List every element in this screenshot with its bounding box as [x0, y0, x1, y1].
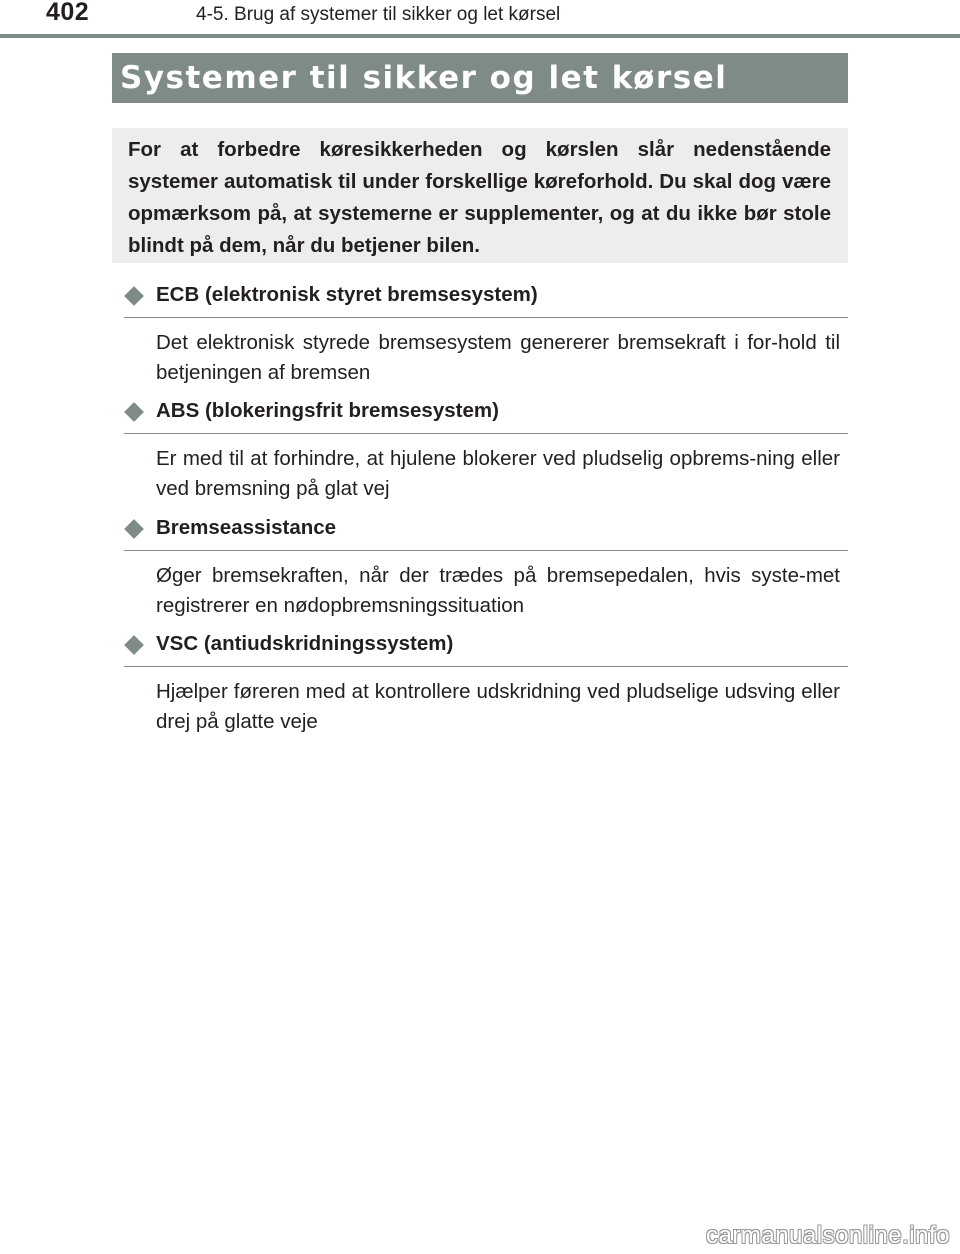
section-vsc [124, 634, 848, 737]
diamond-icon [124, 519, 144, 539]
section-heading-label: ECB (elektronisk styret bremsesystem) [156, 283, 538, 306]
intro-text: For at forbedre køresikkerheden og kørslen slår nedenstående systemer automatisk til under forskellige køreforhold. Du skal dog være opmærksom på, at systemerne er supplementer, og at du ikke bør stole blindt på dem, når du betjener bilen. [128, 138, 831, 257]
section-heading-label: Bremseassistance [156, 516, 337, 539]
section-brake-assist [124, 518, 848, 621]
section-description: Hjælper føreren med at kontrollere udskridning ved pludselige udsving eller drej på glatte veje [156, 680, 840, 733]
section-description: Det elektronisk styrede bremsesystem genererer bremsekraft i for-hold til betjeningen af bremsen [156, 331, 840, 384]
section-title-bar: Systemer til sikker og let kørsel [112, 53, 848, 103]
section-ecb [124, 285, 848, 388]
watermark: carmanualsonline.info [706, 1222, 950, 1249]
section-abs [124, 401, 848, 504]
diamond-icon [124, 635, 144, 655]
running-header: 4-5. Brug af systemer til sikker og let kørsel [196, 4, 561, 25]
section-heading [124, 401, 848, 434]
section-heading-label: VSC (antiudskridningssystem) [156, 632, 454, 655]
section-description: Er med til at forhindre, at hjulene blokerer ved pludselig opbrems-ning eller ved bremsning på glat vej [156, 447, 840, 500]
header-divider [0, 34, 960, 38]
section-heading-label: ABS (blokeringsfrit bremsesystem) [156, 399, 499, 422]
section-heading [124, 634, 848, 667]
diamond-icon [124, 402, 144, 422]
page-number: 402 [46, 0, 90, 26]
intro-box [112, 128, 848, 263]
section-heading [124, 285, 848, 318]
section-heading [124, 518, 848, 551]
section-description: Øger bremsekraften, når der trædes på bremsepedalen, hvis syste-met registrerer en nødopbremsningssituation [156, 564, 840, 617]
diamond-icon [124, 286, 144, 306]
